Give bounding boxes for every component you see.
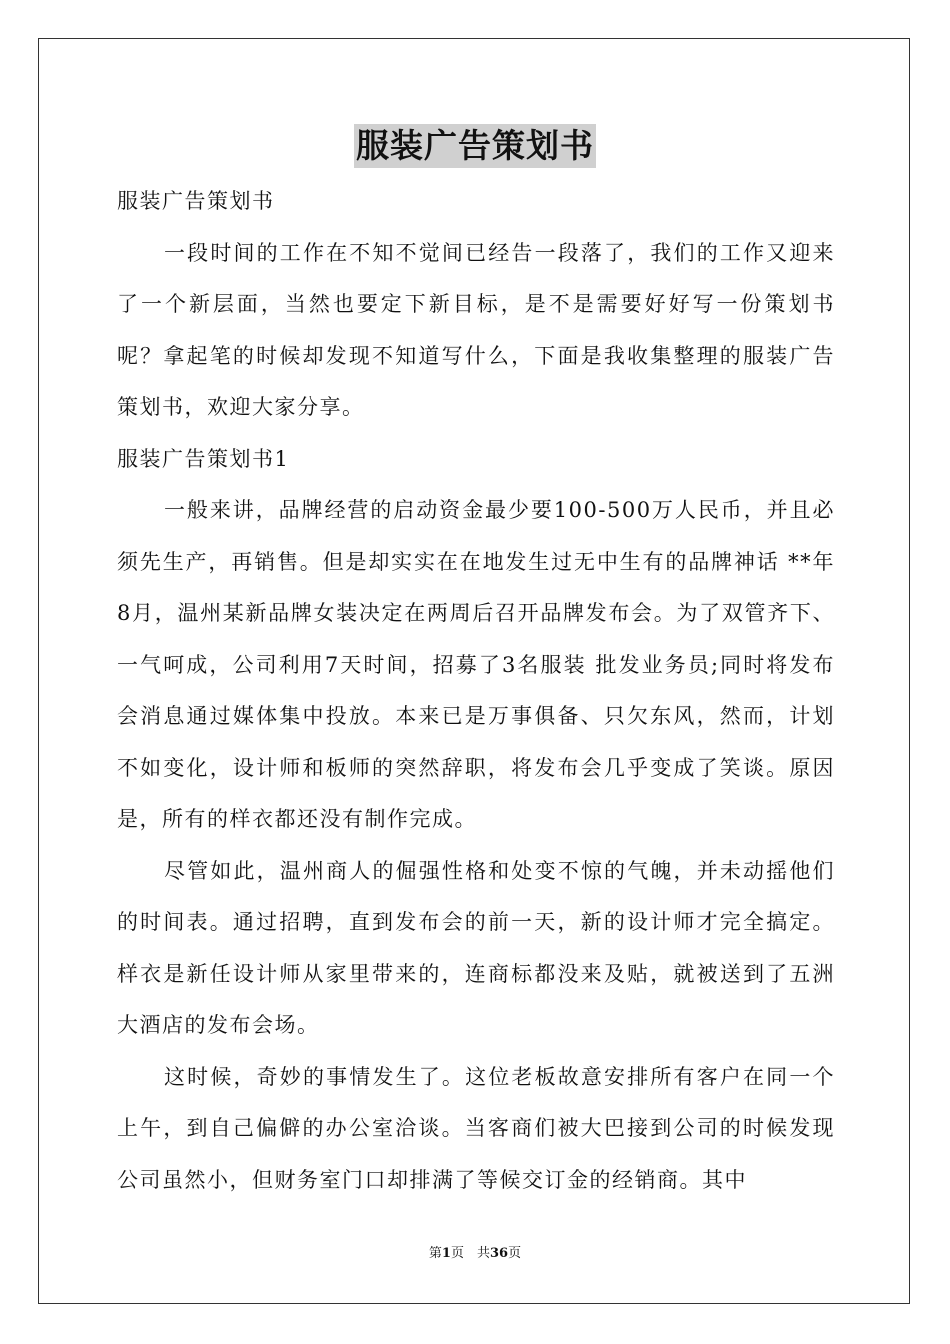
document-title: 服装广告策划书	[354, 124, 596, 168]
body-paragraph-1: 一般来讲，品牌经营的启动资金最少要100-500万人民币，并且必须先生产，再销售。但是却实实在在地发生过无中生有的品牌神话 **年8月，温州某新品牌女装决定在两周后召开品牌发布会。为了双管齐下、一气呵成，公司利用7天时间，招募了3名服装 批发业务员;同时将发布会消息通过媒体集中投放。本来已是万事俱备、只欠东风，然而，计划不如变化，设计师和板师的突然辞职，将发布会几乎变成了笑谈。原因是，所有的样衣都还没有制作完成。	[117, 498, 835, 831]
intro-paragraph: 一段时间的工作在不知不觉间已经告一段落了，我们的工作又迎来了一个新层面，当然也要定下新目标，是不是需要好好写一份策划书呢？拿起笔的时候却发现不知道写什么，下面是我收集整理的服装广告策划书，欢迎大家分享。	[117, 240, 835, 419]
body-paragraph-3: 这时候，奇妙的事情发生了。这位老板故意安排所有客户在同一个上午，到自己偏僻的办公室洽谈。当客商们被大巴接到公司的时候发现公司虽然小，但财务室门口却排满了等候交订金的经销商。其中	[117, 1064, 835, 1192]
body-paragraph-2: 尽管如此，温州商人的倔强性格和处变不惊的气魄，并未动摇他们的时间表。通过招聘，直到发布会的前一天，新的设计师才完全搞定。样衣是新任设计师从家里带来的，连商标都没来及贴，就被送到了五洲大酒店的发布会场。	[117, 858, 835, 1037]
footer-suffix: 页	[508, 1246, 522, 1261]
footer-middle: 页 共	[450, 1246, 490, 1261]
subtitle: 服装广告策划书	[117, 189, 275, 213]
footer-total-pages: 36	[489, 1246, 509, 1261]
page-footer	[0, 1244, 950, 1264]
title-container	[0, 124, 950, 168]
footer-prefix: 第	[428, 1246, 442, 1261]
document-body	[117, 176, 835, 1206]
section-heading: 服装广告策划书1	[117, 446, 290, 471]
footer-page-number: 1	[441, 1246, 451, 1261]
